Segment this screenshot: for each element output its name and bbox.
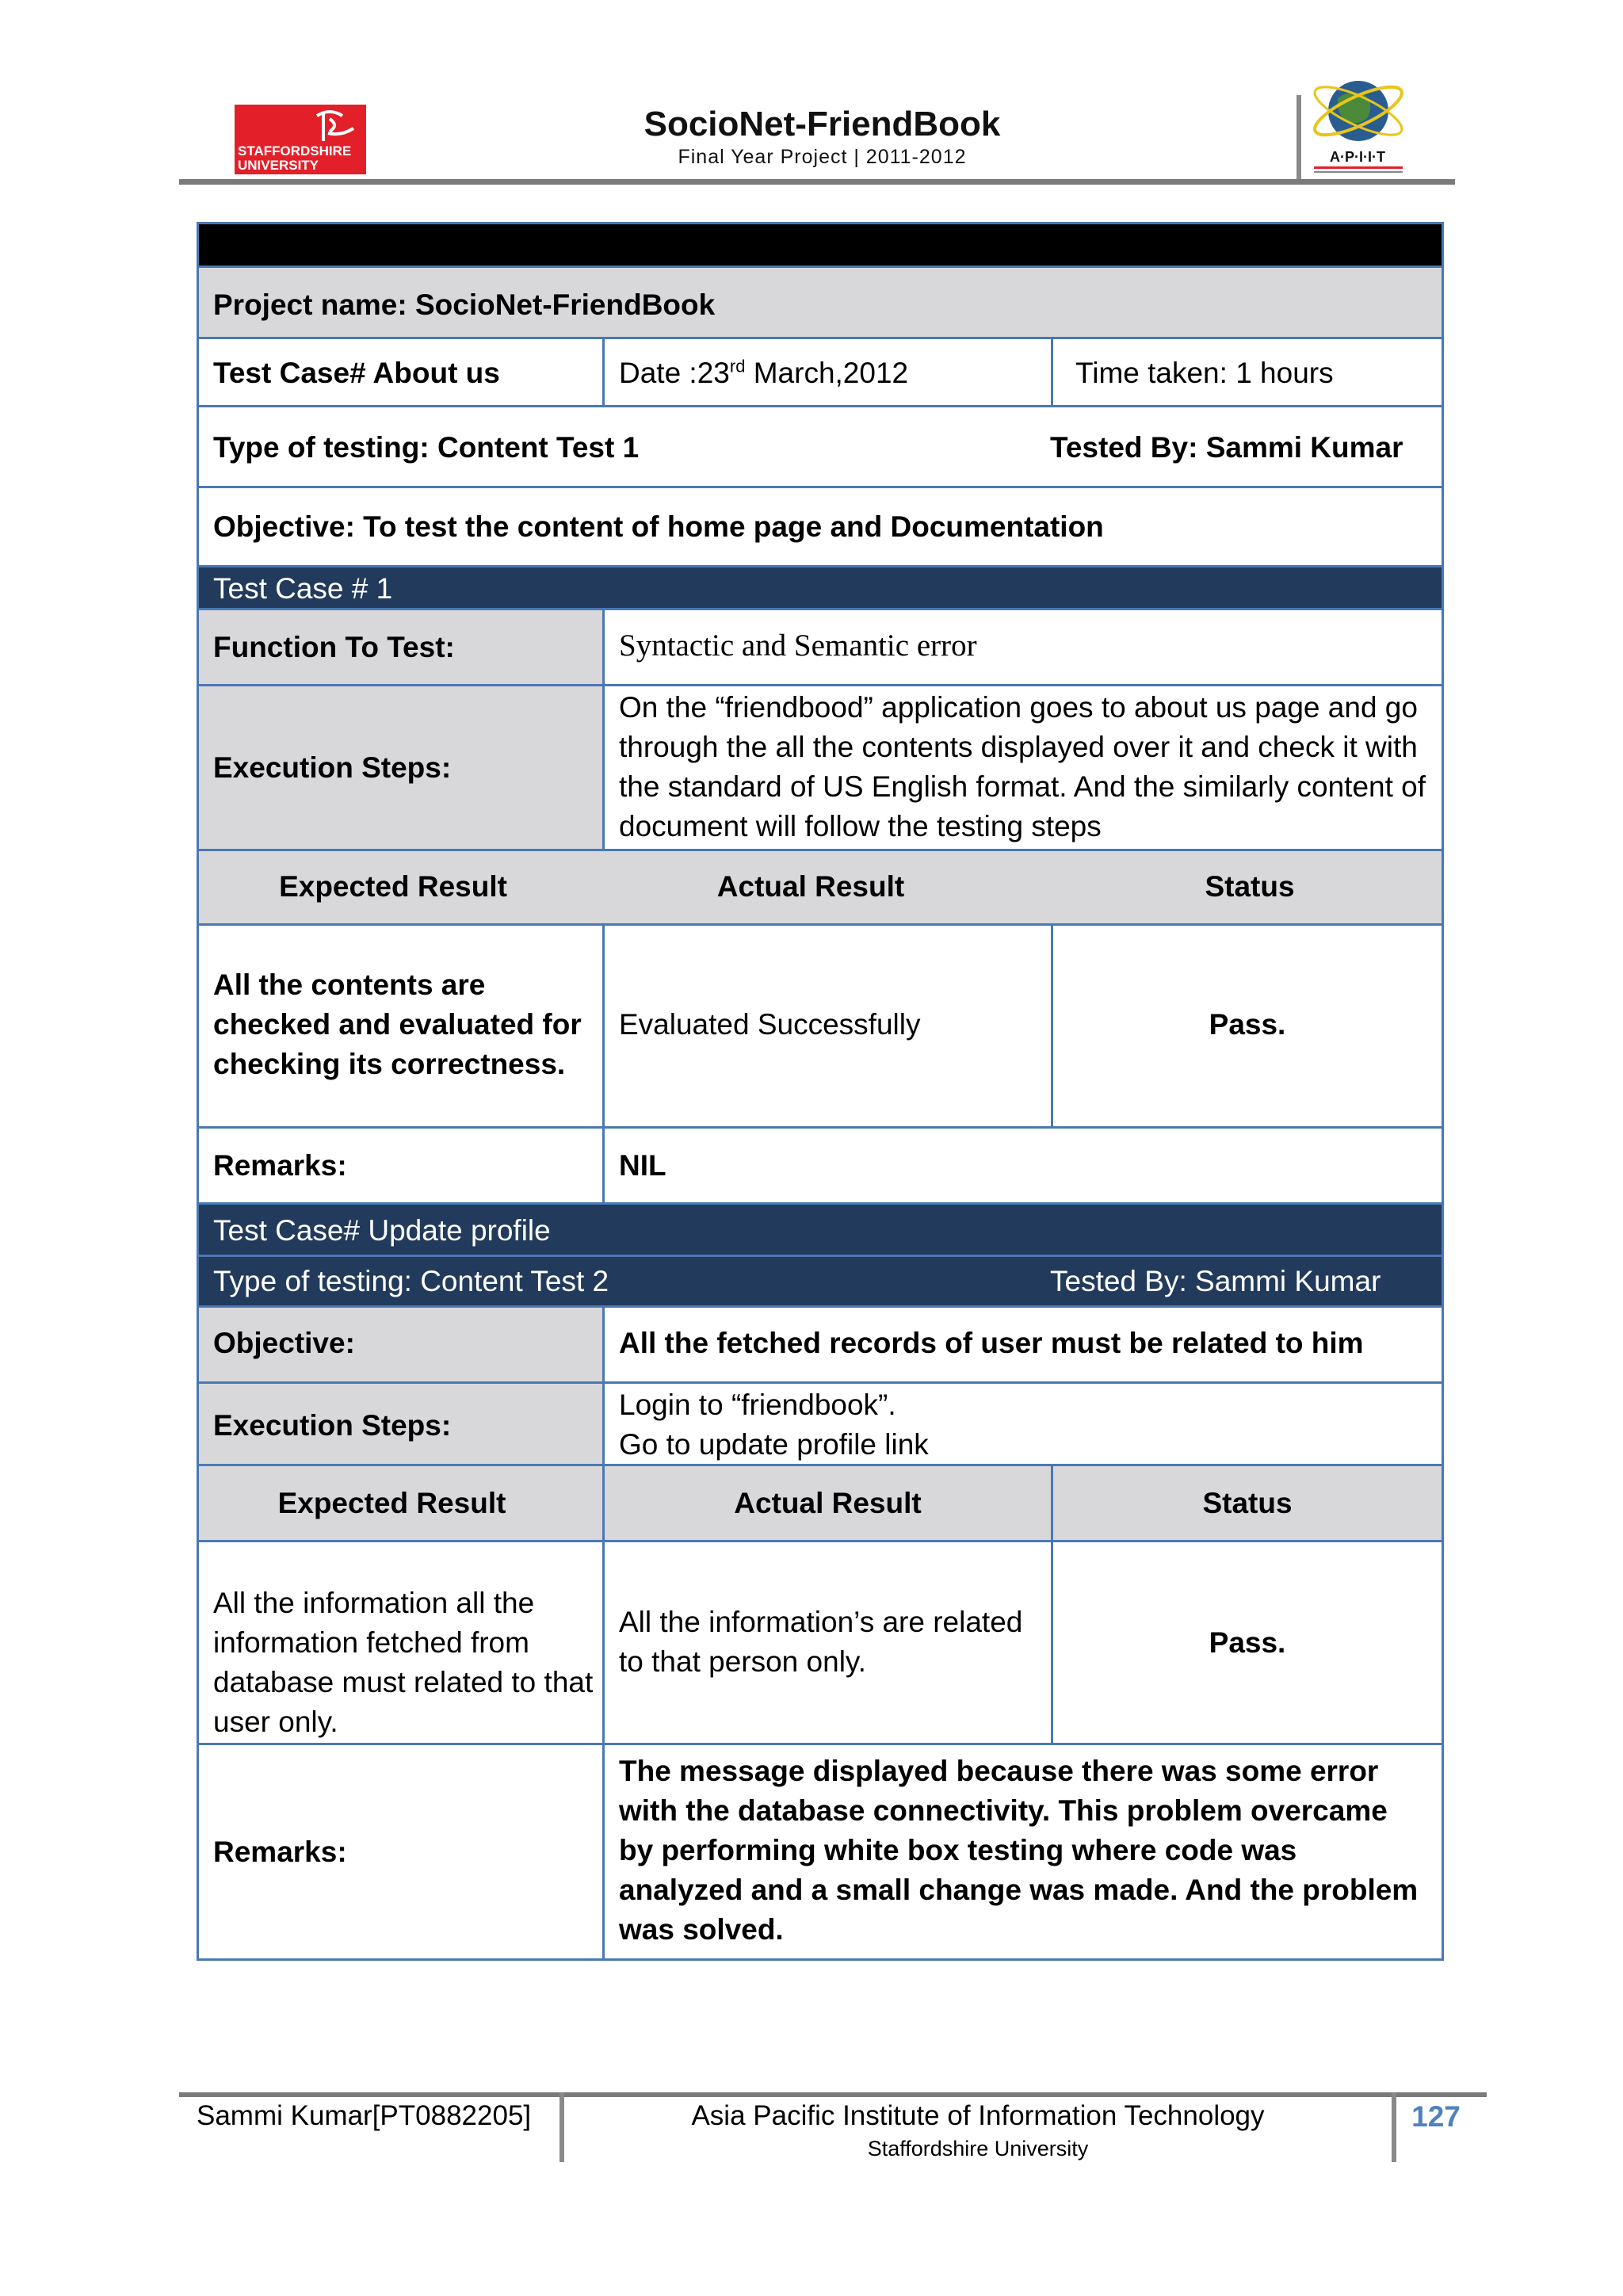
status-header-2: Status (1202, 1487, 1293, 1519)
execution-label-1: Execution Steps: (213, 751, 452, 784)
project-name-row (197, 268, 1444, 339)
document-title: SocioNet-FriendBook (643, 105, 1001, 143)
execution-step-2b: Go to update profile link (619, 1428, 929, 1461)
remarks-row-2 (197, 1745, 1444, 1961)
testing-type-1: Type of testing: Content Test 1 (213, 431, 640, 464)
objective-row-1 (197, 488, 1444, 567)
objective-1: Objective: To test the content of home page and Documentation (213, 510, 1104, 543)
document-subtitle: Final Year Project | 2011-2012 (678, 146, 967, 168)
remarks-label-1: Remarks: (213, 1149, 347, 1182)
logo-text-2: UNIVERSITY (238, 158, 319, 173)
result-header-row-1 (197, 851, 1444, 926)
testing-type-row-2 (197, 1257, 1444, 1308)
execution-step-2a: Login to “friendbook”. (619, 1389, 896, 1421)
test-case-name: Test Case# About us (213, 357, 500, 389)
testing-type-row-1 (197, 407, 1444, 488)
actual-result-header-2: Actual Result (734, 1487, 922, 1519)
test-case-info-row (197, 339, 1444, 407)
header-divider (1296, 95, 1301, 182)
actual-result-header-1: Actual Result (716, 870, 905, 903)
tested-by-2: Tested By: Sammi Kumar (1050, 1265, 1381, 1297)
test-case-1-header-row (197, 567, 1444, 610)
project-name: Project name: SocioNet-FriendBook (213, 288, 716, 321)
function-label: Function To Test: (213, 631, 455, 663)
function-row (197, 610, 1444, 686)
expected-result-header-2: Expected Result (277, 1487, 506, 1519)
test-case-table (197, 222, 1444, 1961)
execution-row-2 (197, 1384, 1444, 1466)
testing-type-2: Type of testing: Content Test 2 (213, 1265, 609, 1297)
objective-label-2: Objective: (213, 1327, 355, 1359)
expected-result-2: All the information all the information fetched from database must related to that user only. (213, 1587, 594, 1738)
actual-result-1: Evaluated Successfully (619, 1008, 921, 1041)
remarks-label-2: Remarks: (213, 1836, 347, 1868)
function-value: Syntactic and Semantic error (619, 628, 977, 663)
execution-label-2: Execution Steps: (213, 1409, 452, 1442)
status-header-1: Status (1205, 870, 1295, 903)
footer-author: Sammi Kumar[PT0882205] (197, 2100, 532, 2131)
result-row-1 (197, 926, 1444, 1129)
footer-rule (179, 2092, 1487, 2097)
remarks-2: The message displayed because there was some error with the database connectivity. This problem overcame by performing white box testing where code was analyzed and a small change was made. And the problem was solved. (619, 1755, 1419, 1946)
remarks-1: NIL (619, 1149, 666, 1182)
tested-by-1: Tested By: Sammi Kumar (1050, 431, 1403, 464)
execution-row-1 (197, 686, 1444, 851)
footer-institute: Asia Pacific Institute of Information Technology (691, 2100, 1265, 2131)
test-date: Date :23rd March,2012 (619, 356, 909, 389)
test-case-2-header: Test Case# Update profile (213, 1214, 551, 1247)
table-top-bar (197, 222, 1444, 268)
execution-steps-1: On the “friendbood” application goes to about us page and go through the all the contents displayed over it and check it with the standard of US English format. And the similarly content of document will follow the testing steps (619, 691, 1426, 842)
logo-text-1: STAFFORDSHIRE (238, 143, 352, 159)
apiit-logo (1306, 71, 1409, 178)
objective-row-2 (197, 1308, 1444, 1384)
result-header-row-2 (197, 1466, 1444, 1542)
actual-result-2: All the information’s are related to that person only. (619, 1606, 1023, 1678)
status-2: Pass. (1209, 1626, 1286, 1659)
expected-result-1: All the contents are checked and evaluated for checking its correctness. (213, 968, 582, 1080)
test-case-1-header: Test Case # 1 (213, 572, 393, 605)
header-rule (179, 179, 1455, 185)
objective-2: All the fetched records of user must be related to him (619, 1327, 1364, 1359)
footer-university: Staffordshire University (867, 2137, 1089, 2160)
status-1: Pass. (1209, 1008, 1286, 1041)
remarks-row-1 (197, 1129, 1444, 1205)
apiit-logo-text: A·P·I·I·T (1330, 149, 1385, 165)
time-taken: Time taken: 1 hours (1075, 357, 1334, 389)
expected-result-header-1: Expected Result (279, 870, 507, 903)
result-row-2 (197, 1542, 1444, 1745)
test-case-2-header-row (197, 1205, 1444, 1257)
page-number: 127 (1411, 2100, 1461, 2133)
